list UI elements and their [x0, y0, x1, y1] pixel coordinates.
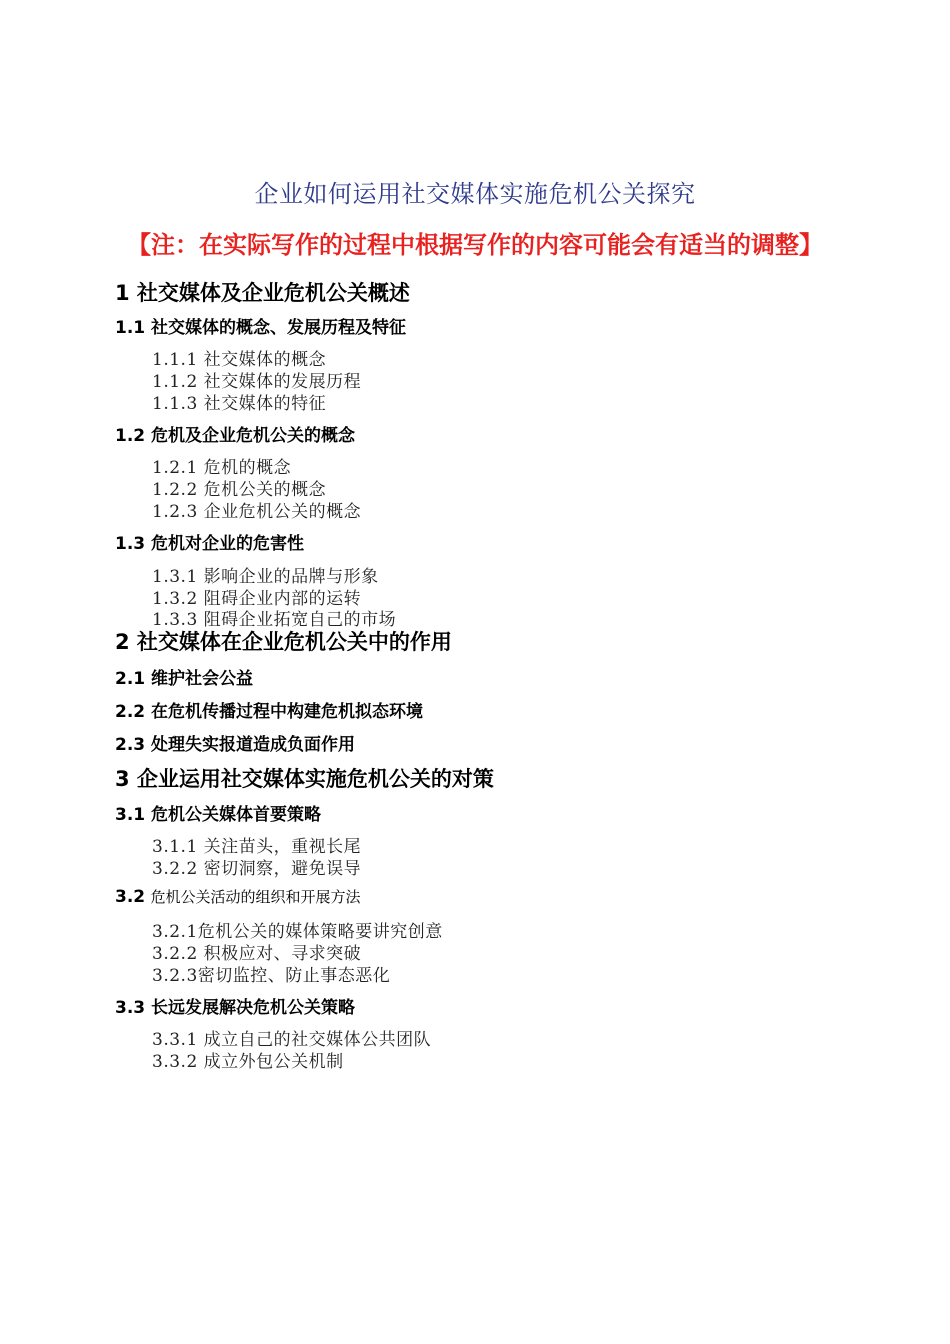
heading-1: 1 社交媒体及企业危机公关概述 — [115, 281, 410, 305]
heading-1-1-2: 1.1.2 社交媒体的发展历程 — [152, 372, 362, 392]
heading-2-3: 2.3 处理失实报道造成负面作用 — [115, 735, 356, 755]
heading-3-1-1: 3.1.1 关注苗头，重视长尾 — [152, 837, 362, 857]
heading-1-3-2: 1.3.2 阻碍企业内部的运转 — [152, 589, 362, 609]
heading-3-2-3: 3.2.3密切监控、防止事态恶化 — [152, 966, 391, 986]
heading-3-2-2a: 3.2.2 密切洞察，避免误导 — [152, 859, 362, 879]
heading-3-2-2: 3.2.2 积极应对、寻求突破 — [152, 944, 362, 964]
heading-1-3: 1.3 危机对企业的危害性 — [115, 534, 305, 554]
heading-3-2-number: 3.2 — [115, 887, 146, 907]
heading-2-2: 2.2 在危机传播过程中构建危机拟态环境 — [115, 702, 424, 722]
heading-2: 2 社交媒体在企业危机公关中的作用 — [115, 630, 452, 654]
heading-3-3-2: 3.3.2 成立外包公关机制 — [152, 1052, 344, 1072]
heading-1-1: 1.1 社交媒体的概念、发展历程及特征 — [115, 318, 407, 338]
heading-3-3-1: 3.3.1 成立自己的社交媒体公共团队 — [152, 1030, 432, 1050]
heading-1-2: 1.2 危机及企业危机公关的概念 — [115, 426, 356, 446]
heading-3-2-text: 危机公关活动的组织和开展方法 — [150, 888, 361, 906]
heading-3-1: 3.1 危机公关媒体首要策略 — [115, 805, 322, 825]
heading-3-2 — [115, 886, 361, 907]
heading-1-3-3: 1.3.3 阻碍企业拓宽自己的市场 — [152, 610, 397, 630]
heading-1-2-1: 1.2.1 危机的概念 — [152, 458, 292, 478]
editor-note: 【注：在实际写作的过程中根据写作的内容可能会有适当的调整】 — [127, 231, 823, 259]
heading-1-1-3: 1.1.3 社交媒体的特征 — [152, 394, 327, 414]
heading-3-2-1: 3.2.1危机公关的媒体策略要讲究创意 — [152, 922, 443, 942]
heading-1-1-1: 1.1.1 社交媒体的概念 — [152, 350, 327, 370]
heading-1-3-1: 1.3.1 影响企业的品牌与形象 — [152, 567, 379, 587]
heading-1-2-3: 1.2.3 企业危机公关的概念 — [152, 502, 362, 522]
heading-1-2-2: 1.2.2 危机公关的概念 — [152, 480, 327, 500]
heading-3-3: 3.3 长远发展解决危机公关策略 — [115, 998, 356, 1018]
heading-3: 3 企业运用社交媒体实施危机公关的对策 — [115, 767, 494, 791]
heading-2-1: 2.1 维护社会公益 — [115, 669, 254, 689]
document-title: 企业如何运用社交媒体实施危机公关探究 — [254, 180, 696, 208]
